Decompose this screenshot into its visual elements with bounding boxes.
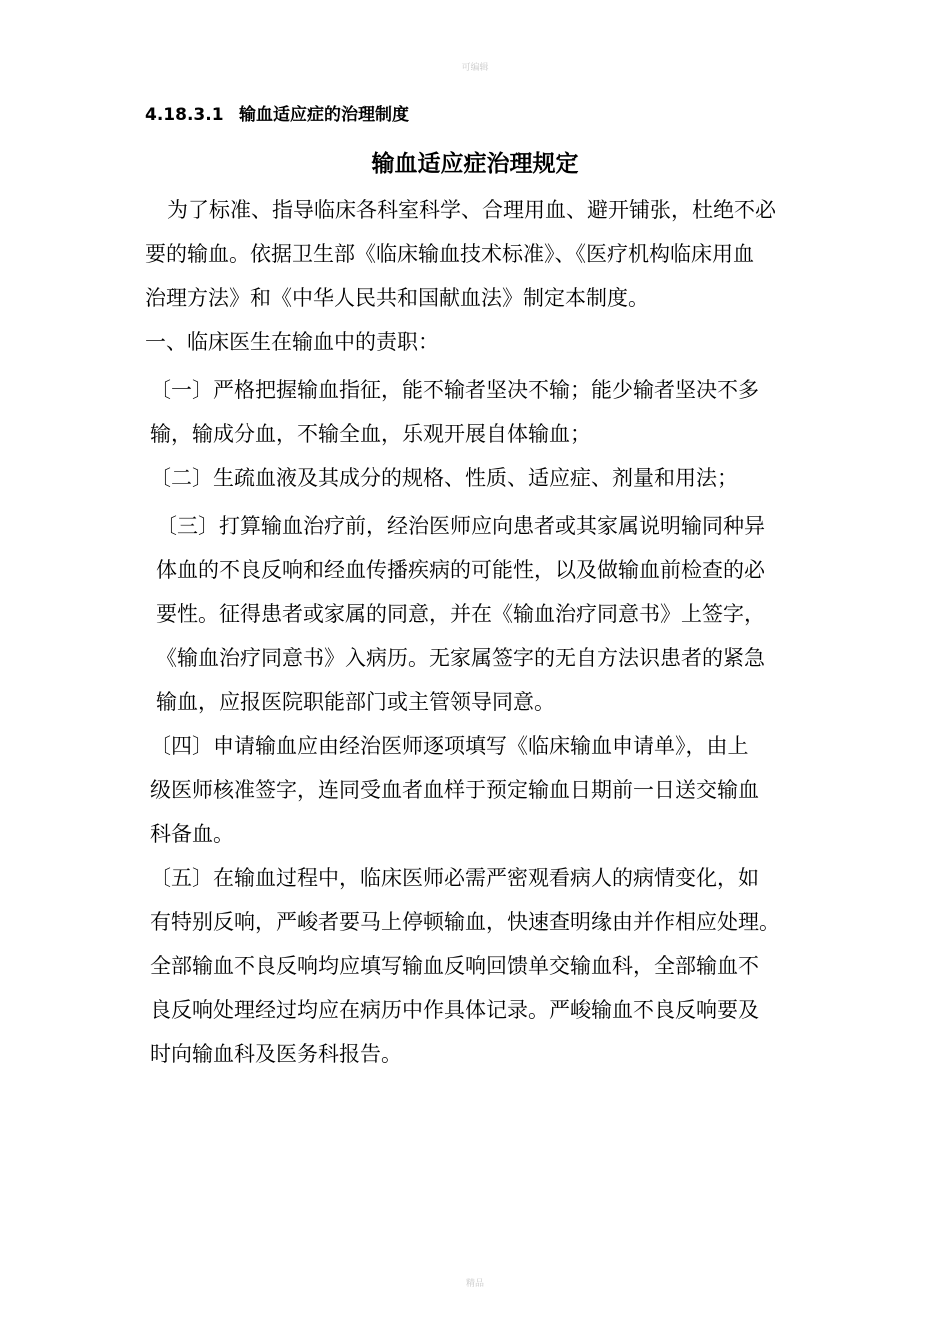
- item-4-line: 科备血。: [150, 822, 234, 846]
- item-4-line: 级医师核准签字，连同受血者血样于预定输血日期前一日送交输血: [150, 778, 759, 802]
- part1-heading-text: 一、临床医生在输血中的责职：: [145, 330, 439, 354]
- item-5: [150, 856, 780, 1076]
- item-4: [150, 724, 759, 856]
- item-5-line: 良反响处理经过均应在病历中作具体记录。严峻输血不良反响要及: [150, 998, 759, 1022]
- item-1: [150, 368, 759, 456]
- item-3-line: 输血，应报医院职能部门或主管领导同意。: [156, 690, 555, 714]
- item-3-line: 《输血治疗同意书》入病历。无家属签字的无自方法识患者的紧急: [156, 646, 765, 670]
- item-3-line: 〔三〕打算输血治疗前，经治医师应向患者或其家属说明输同种异: [156, 514, 765, 538]
- item-1-line: 〔一〕严格把握输血指征，能不输者坚决不输；能少输者坚决不多: [150, 378, 759, 402]
- item-3-line: 体血的不良反响和经血传播疾病的可能性，以及做输血前检查的必: [156, 558, 765, 582]
- intro-line: 为了标准、指导临床各科室科学、合理用血、避开铺张，杜绝不必: [167, 198, 776, 222]
- document-title: 输血适应症治理规定: [371, 151, 579, 177]
- item-5-line: 时向输血科及医务科报告。: [150, 1042, 402, 1066]
- item-3-line: 要性。征得患者或家属的同意，并在《输血治疗同意书》上签字，: [156, 602, 765, 626]
- section-heading: [145, 100, 409, 125]
- item-2: [150, 456, 738, 500]
- item-5-line: 〔五〕在输血过程中，临床医师必需严密观看病人的病情变化，如: [150, 866, 759, 890]
- intro-line: 治理方法》和《中华人民共和国献血法》制定本制度。: [145, 286, 649, 310]
- item-1-line: 输，输成分血，不输全血，乐观开展自体输血；: [150, 422, 591, 446]
- section-title: 输血适应症的治理制度: [239, 105, 409, 125]
- item-4-line: 〔四〕申请输血应由经治医师逐项填写《临床输血申请单》，由上: [150, 734, 749, 758]
- part1-heading: [145, 320, 439, 364]
- intro-line: 要的输血。依据卫生部《临床输血技术标准》、《医疗机构临床用血: [145, 242, 754, 266]
- item-5-line: 全部输血不良反响均应填写输血反响回馈单交输血科，全部输血不: [150, 954, 759, 978]
- item-2-line: 〔二〕生疏血液及其成分的规格、性质、适应症、剂量和用法；: [150, 466, 738, 490]
- header-watermark: 可编辑: [461, 63, 489, 73]
- item-3: [156, 504, 765, 724]
- footer-watermark: 精品: [465, 1279, 484, 1289]
- item-5-line: 有特别反响，严峻者要马上停顿输血，快速查明缘由并作相应处理。: [150, 910, 780, 934]
- intro-paragraph: [145, 188, 776, 320]
- section-number: 4.18.3.1: [145, 105, 224, 125]
